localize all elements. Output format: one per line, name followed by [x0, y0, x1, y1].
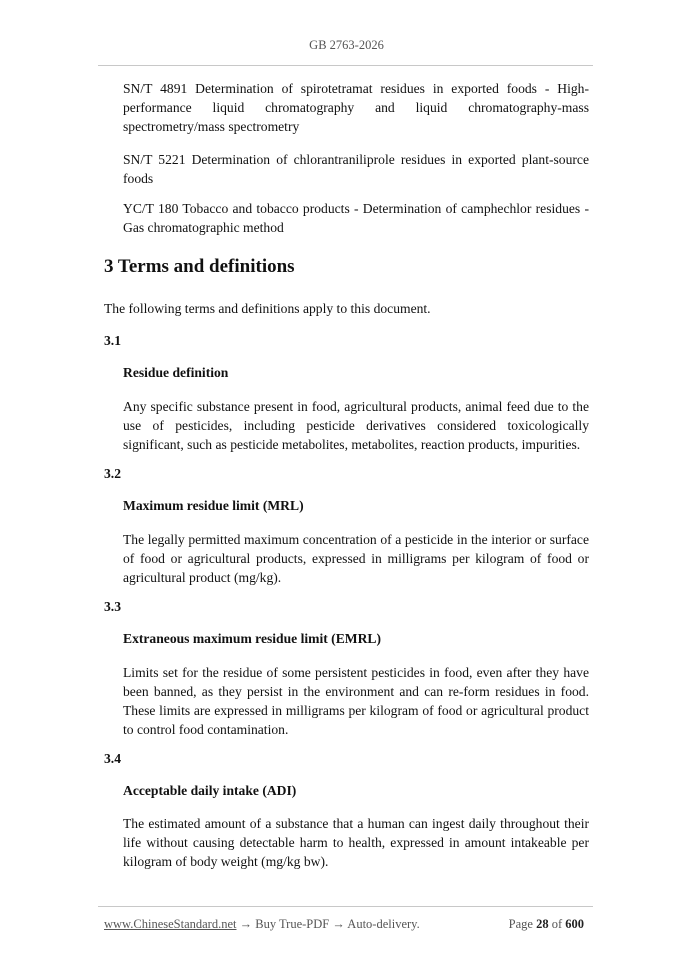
- term-number: 3.1: [104, 333, 121, 348]
- term-definition: The legally permitted maximum concentration of a pesticide in the interior or surface of food or agricultural products, expressed in milligrams per kilogram of food or agricultural product (mg/kg).: [123, 532, 589, 585]
- term-heading: Acceptable daily intake (ADI): [123, 783, 297, 798]
- term-definition: The estimated amount of a substance that a human can ingest daily throughout their life without causing detectable harm to health, expressed in amount intakeable per kilogram of body weight (mg/kg bw).: [123, 816, 589, 869]
- term-heading: Maximum residue limit (MRL): [123, 498, 304, 513]
- site-link[interactable]: www.ChineseStandard.net: [104, 917, 237, 931]
- header-divider: [98, 65, 593, 66]
- term-heading: Extraneous maximum residue limit (EMRL): [123, 631, 382, 646]
- term-number: 3.2: [104, 466, 121, 481]
- page-header: GB 2763-2026: [309, 38, 384, 52]
- term-definition: Any specific substance present in food, agricultural products, animal feed due to the use of pesticides, including pesticide derivatives considered toxicologically significant, such as pesticide metabolites, metabolites, reaction products, impurities.: [123, 399, 589, 452]
- term-number: 3.3: [104, 599, 121, 614]
- footer-divider: [98, 906, 593, 907]
- section-title: 3 Terms and definitions: [104, 256, 295, 277]
- page-label: Page: [508, 917, 533, 931]
- footer-tagline: → Buy True-PDF → Auto-delivery.: [236, 917, 420, 931]
- term-heading: Residue definition: [123, 365, 229, 380]
- page-of: of: [551, 917, 563, 931]
- page-current: 28: [536, 917, 549, 931]
- reference-sn-t-4891: SN/T 4891 Determination of spirotetramat residues in exported foods - High-performance liquid chromatography and liquid chromatography-mass spectrometry/mass spectrometry: [123, 81, 589, 134]
- footer-promo: [104, 917, 420, 932]
- section-intro: The following terms and definitions apply to this document.: [104, 301, 431, 316]
- page-indicator: [509, 917, 584, 932]
- page-total: 600: [565, 917, 584, 931]
- term-definition: Limits set for the residue of some persistent pesticides in food, even after they have been banned, as they persist in the environment and can re-form residues in food. These limits are expressed in milligrams per kilogram of food or agricultural product to control food contamination.: [123, 665, 589, 737]
- reference-yc-t-180: YC/T 180 Tobacco and tobacco products - Determination of camphechlor residues - Gas chromatographic method: [123, 201, 589, 235]
- reference-sn-t-5221: SN/T 5221 Determination of chlorantraniliprole residues in exported plant-source foods: [123, 152, 589, 186]
- term-number: 3.4: [104, 751, 121, 766]
